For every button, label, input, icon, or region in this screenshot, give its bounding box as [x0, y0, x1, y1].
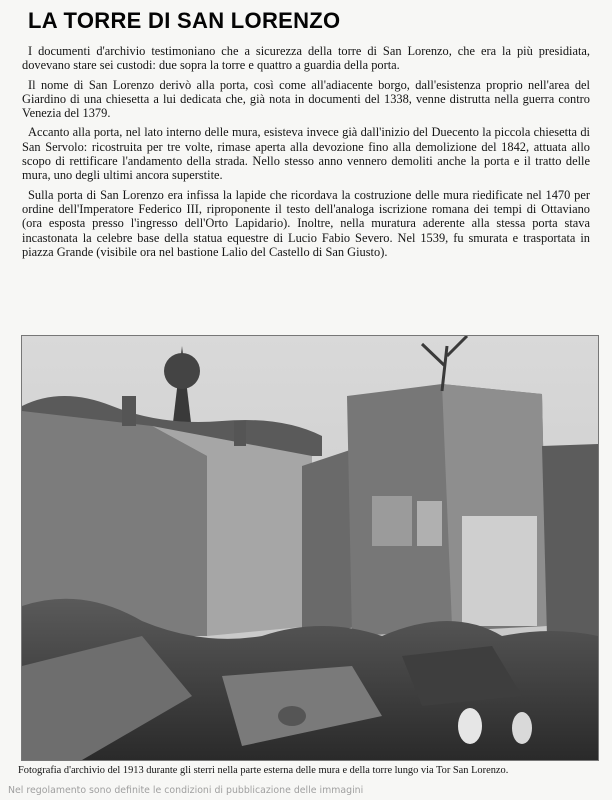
- archive-photo: [21, 335, 599, 761]
- footer-note: Nel regolamento sono definite le condizioni di pubblicazione delle immagini: [8, 785, 364, 796]
- body-text: [22, 44, 590, 264]
- photo-caption: Fotografia d'archivio del 1913 durante gli sterri nella parte esterna delle mura e della torre lungo via Tor San Lorenzo.: [18, 765, 509, 776]
- paragraph: Sulla porta di San Lorenzo era infissa la lapide che ricordava la costruzione delle mura riedificate nel 1470 per ordine dell'Imperatore Federico III, riproponente il testo dell'analoga iscrizione romana dei tempi di Ottaviano (ora esposta presso l'ingresso dell'Orto Lapidario). Inoltre, nella muratura aderente alla stessa porta stava incastonata la celebre base della statua equestre di Lucio Fabio Severo. Nel 1539, fu smurata e trasportata in piazza Grande (visibile ora nel bastione Lalio del Castello di San Giusto).: [22, 187, 590, 259]
- tower-ruins-illustration: [22, 336, 598, 760]
- paragraph: I documenti d'archivio testimoniano che a sicurezza della torre di San Lorenzo, che era la più presidiata, dovevano stare sei custodi: due sopra la torre e quattro a guardia della porta.: [22, 44, 590, 73]
- paragraph: Accanto alla porta, nel lato interno delle mura, esisteva invece già dall'inizio del Duecento la piccola chiesetta di San Servolo: ricostruita per tre volte, rimase aperta alla devozione fino alla demolizione del 1842, attuata allo scopo di rettificare l'andamento della strada. Nello stesso anno vennero demoliti anche la porta e il tratto delle mura, uno degli ultimi ancora superstite.: [22, 125, 590, 183]
- paragraph: Il nome di San Lorenzo derivò alla porta, così come all'adiacente borgo, dall'esistenza proprio nell'area del Giardino di una chiesetta a lui dedicata che, già nota in documenti del 1338, venne distrutta nella guerra contro Venezia del 1379.: [22, 77, 590, 121]
- page-title: LA TORRE DI SAN LORENZO: [28, 8, 341, 33]
